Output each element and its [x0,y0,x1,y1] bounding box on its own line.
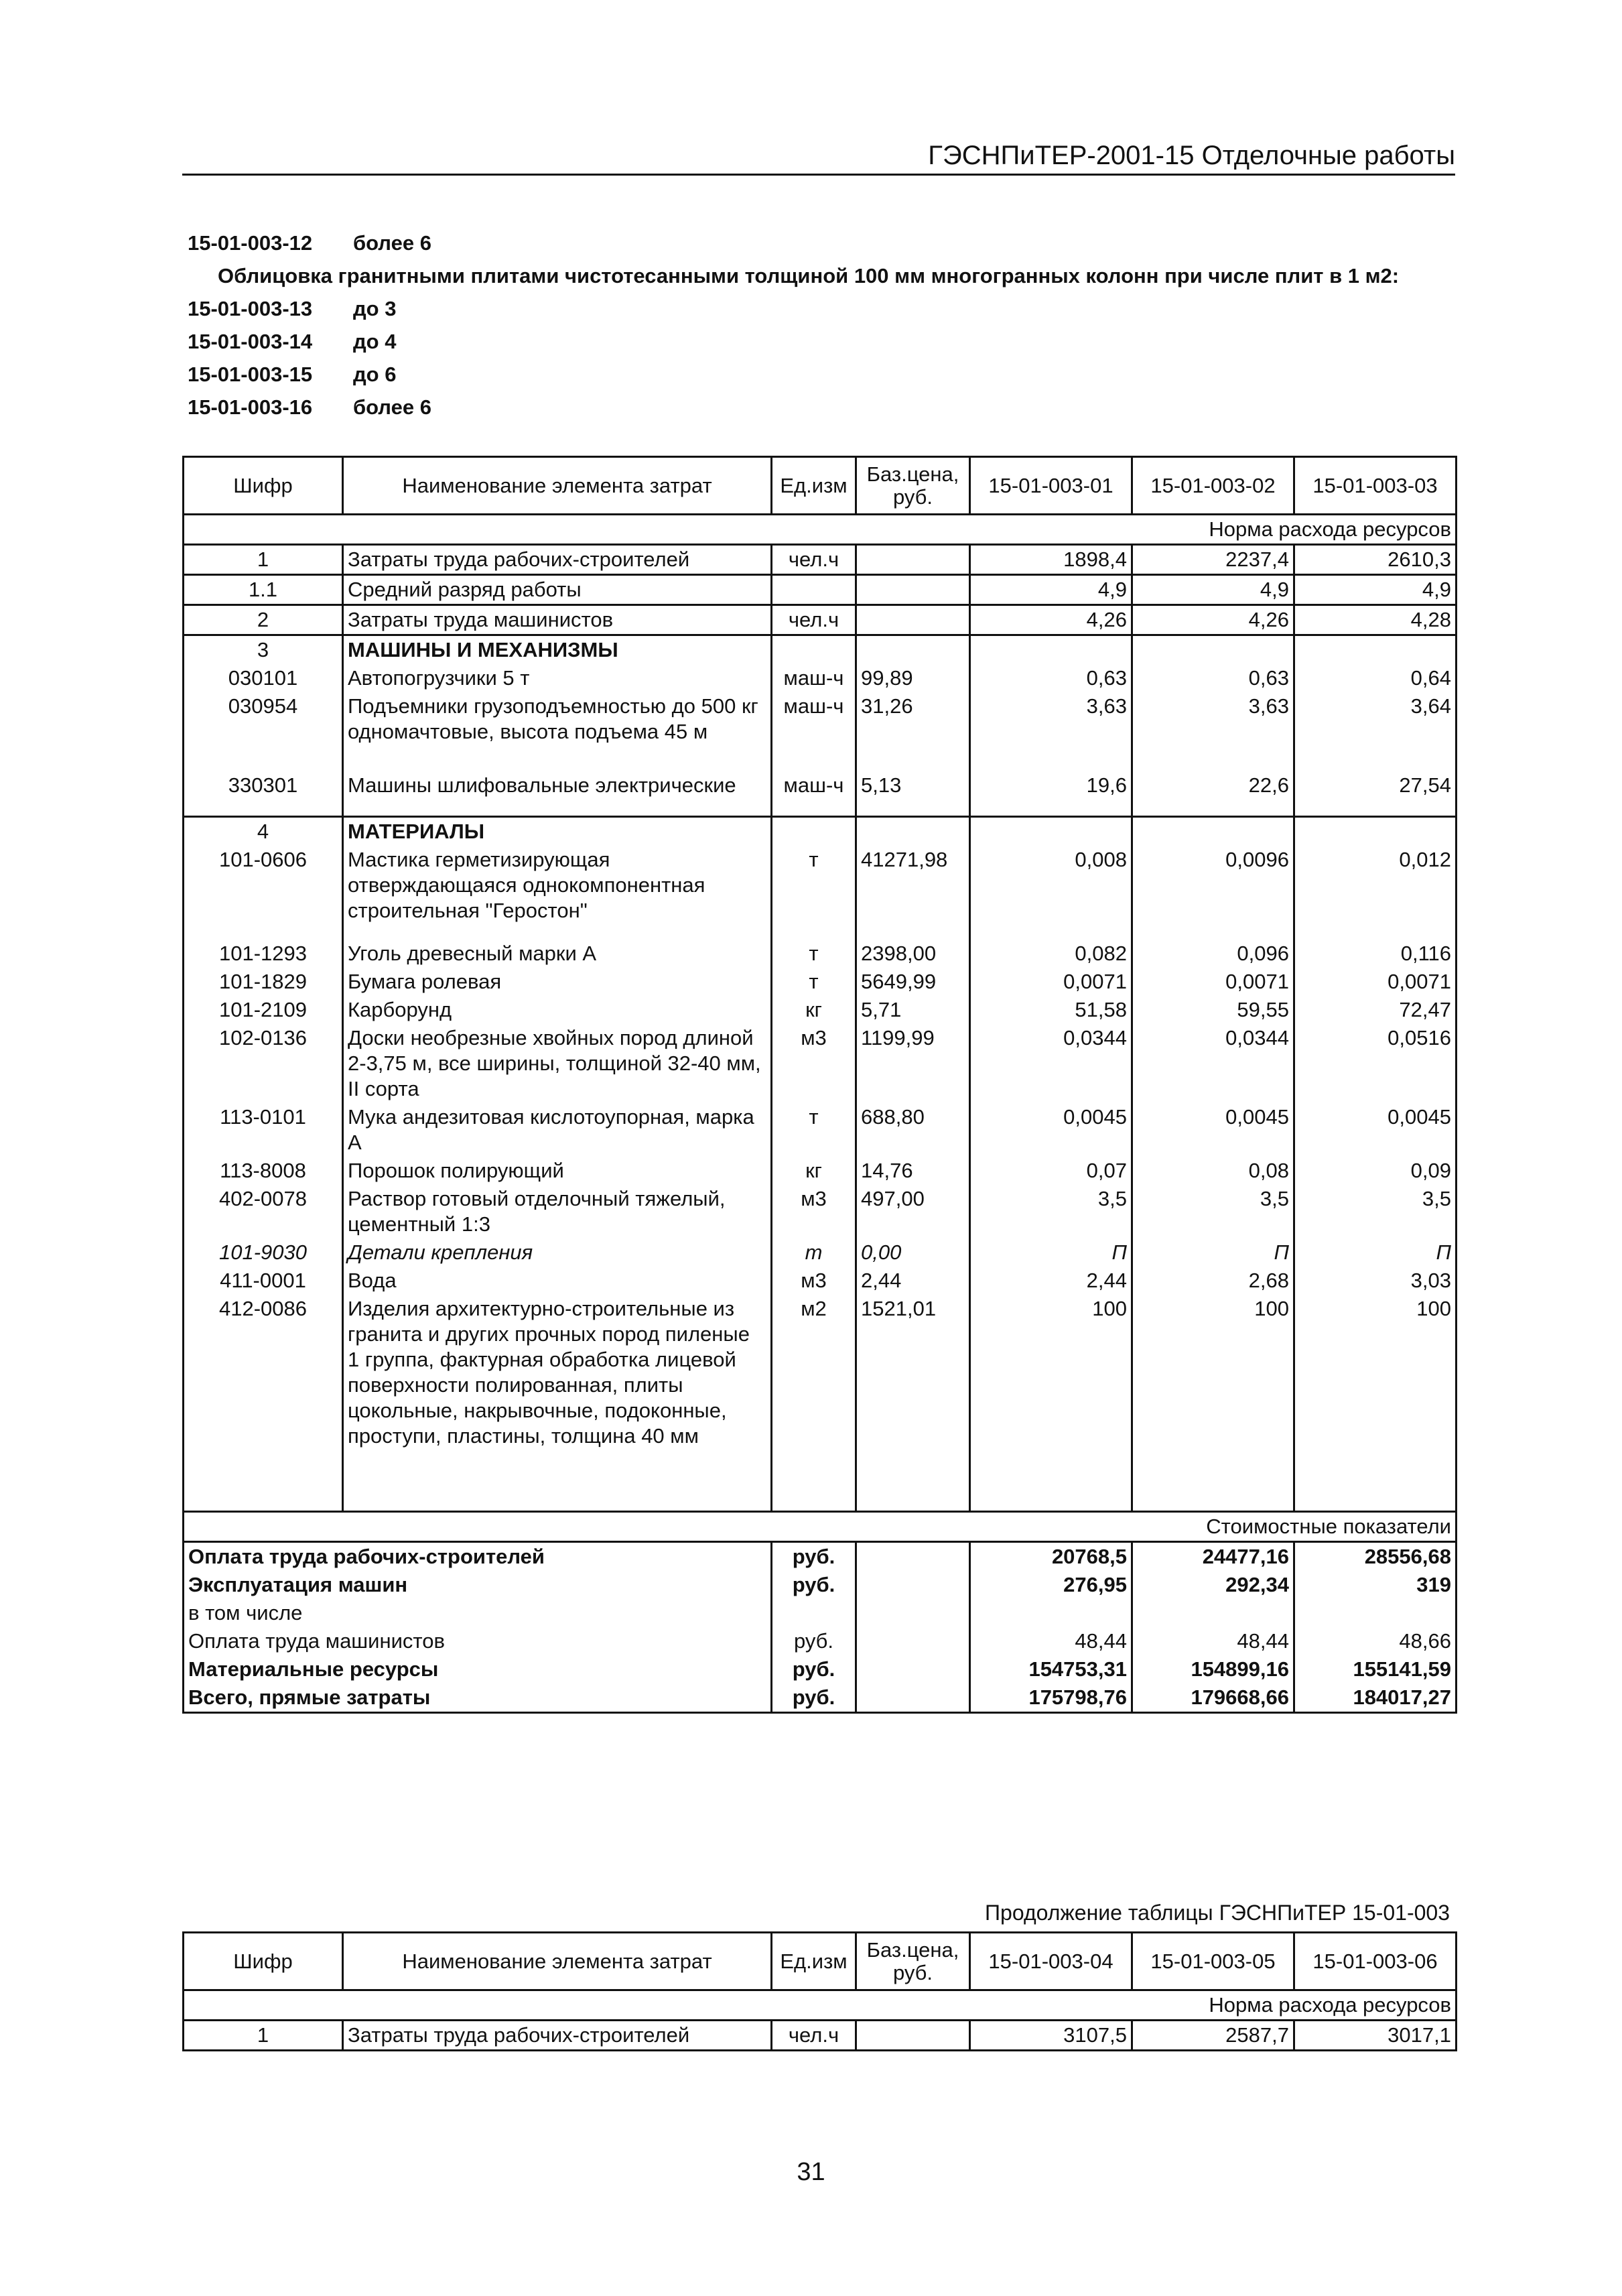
cell-price [856,2021,970,2051]
cell-name: Затраты труда рабочих-строителей [343,2021,772,2051]
cell-shifr: 411-0001 [184,1267,343,1295]
cell-unit: кг [772,996,856,1024]
table-row [184,605,1457,635]
cell-v2: 0,0344 [1132,1024,1294,1103]
cell-price: 497,00 [856,1185,970,1238]
cell-v1: 19,6 [970,746,1132,817]
cell-unit: т [772,968,856,996]
cost-name: Всего, прямые затраты [184,1683,772,1713]
cell-v3: 0,64 [1294,664,1457,692]
cost-v1: 175798,76 [970,1683,1132,1713]
header-col1: 15-01-003-01 [970,457,1132,515]
cell-v3: 2610,3 [1294,545,1457,575]
cell-shifr: 1 [184,545,343,575]
cell-unit [772,817,856,846]
norm-label-row [184,1990,1457,2021]
cell-v2: 2,68 [1132,1267,1294,1295]
cost-v3: 28556,68 [1294,1542,1457,1572]
cell-name: Затраты труда рабочих-строителей [343,545,772,575]
cell-price: 2,44 [856,1267,970,1295]
cell-v2: П [1132,1238,1294,1267]
intro-code: 15-01-003-14 [188,330,313,353]
cell-v3: 27,54 [1294,746,1457,817]
cell-price [856,605,970,635]
cell-v3: 0,116 [1294,940,1457,968]
cell-v2: 100 [1132,1295,1294,1512]
cell-unit: чел.ч [772,605,856,635]
cell-v3: 0,012 [1294,846,1457,940]
table-row [184,575,1457,605]
cell-v1: 0,07 [970,1157,1132,1185]
table-row [184,996,1457,1024]
cell-v1 [970,635,1132,665]
cell-v1: 0,0344 [970,1024,1132,1103]
cost-row [184,1542,1457,1572]
cell-unit: кг [772,1157,856,1185]
cell-v1: 4,26 [970,605,1132,635]
header-name: Наименование элемента затрат [343,457,772,515]
cell-shifr: 2 [184,605,343,635]
cell-name: Мука андезитовая кислотоупорная, марка А [343,1103,772,1157]
table-row [184,846,1457,940]
cost-price [856,1683,970,1713]
cost-v1: 20768,5 [970,1542,1132,1572]
cell-v3: 3017,1 [1294,2021,1457,2051]
continuation-caption: Продолжение таблицы ГЭСНПиТЕР 15-01-003 [985,1901,1450,1925]
cost-row [184,1683,1457,1713]
cell-shifr: 030101 [184,664,343,692]
cell-price: 1521,01 [856,1295,970,1512]
cell-v1: 3,5 [970,1185,1132,1238]
page-header: ГЭСНПиТЕР-2001-15 Отделочные работы [182,141,1455,176]
cell-price [856,575,970,605]
cell-name: Машины шлифовальные электрические [343,746,772,817]
cell-v3: 3,5 [1294,1185,1457,1238]
cell-name: Мастика герметизирующая отверждающаяся однокомпонентная строительная "Геростон" [343,846,772,940]
cost-v1: 276,95 [970,1571,1132,1599]
cell-v1: 3107,5 [970,2021,1132,2051]
cell-v2: 59,55 [1132,996,1294,1024]
intro-text: до 4 [353,330,397,353]
cell-shifr: 330301 [184,746,343,817]
intro-line [188,358,1399,391]
section-row [184,635,1457,665]
cell-unit: т [772,846,856,940]
cost-v3 [1294,1599,1457,1627]
cell-v3 [1294,635,1457,665]
cell-v2: 0,0096 [1132,846,1294,940]
intro-line [188,325,1399,358]
cell-name: Порошок полирующий [343,1157,772,1185]
cell-v1: 3,63 [970,692,1132,746]
header-price: Баз.цена, руб. [856,457,970,515]
cell-v3: 0,0071 [1294,968,1457,996]
cell-v3: 0,09 [1294,1157,1457,1185]
cell-name: Раствор готовый отделочный тяжелый, цементный 1:3 [343,1185,772,1238]
table-row [184,1185,1457,1238]
cost-v3: 184017,27 [1294,1683,1457,1713]
cost-v1 [970,1599,1132,1627]
table-row [184,692,1457,746]
cell-name: Детали крепления [343,1238,772,1267]
cost-v2: 24477,16 [1132,1542,1294,1572]
header-unit: Ед.изм [772,1933,856,1990]
cell-v2: 0,096 [1132,940,1294,968]
intro-line [188,391,1399,424]
cell-v2: 4,26 [1132,605,1294,635]
cell-price: 5649,99 [856,968,970,996]
cell-unit [772,575,856,605]
header-unit: Ед.изм [772,457,856,515]
header-col3: 15-01-003-03 [1294,457,1457,515]
cell-shifr: 102-0136 [184,1024,343,1103]
cell-v2: 0,0071 [1132,968,1294,996]
cell-v3: 100 [1294,1295,1457,1512]
intro-line [188,227,1399,259]
table-row [184,940,1457,968]
cost-v2: 292,34 [1132,1571,1294,1599]
cell-v1: 0,0071 [970,968,1132,996]
cell-unit: м2 [772,1295,856,1512]
cell-v3: 72,47 [1294,996,1457,1024]
cell-v3: 4,9 [1294,575,1457,605]
cell-price: 31,26 [856,692,970,746]
cell-v1: 100 [970,1295,1132,1512]
cell-v1: 51,58 [970,996,1132,1024]
table-row [184,2021,1457,2051]
cell-v2 [1132,635,1294,665]
table-row [184,545,1457,575]
cell-unit: м3 [772,1267,856,1295]
cost-row [184,1599,1457,1627]
cell-shifr: 1 [184,2021,343,2051]
cost-price [856,1655,970,1683]
cost-v1: 48,44 [970,1627,1132,1655]
cell-shifr: 113-0101 [184,1103,343,1157]
header-price: Баз.цена, руб. [856,1933,970,1990]
cell-unit: т [772,940,856,968]
cell-unit: м3 [772,1024,856,1103]
cell-v2: 4,9 [1132,575,1294,605]
cost-v2: 154899,16 [1132,1655,1294,1683]
cost-price [856,1627,970,1655]
cell-v1: 2,44 [970,1267,1132,1295]
cell-price: 2398,00 [856,940,970,968]
cell-shifr: 101-1293 [184,940,343,968]
cell-unit [772,635,856,665]
cell-shifr: 101-0606 [184,846,343,940]
cell-name: Автопогрузчики 5 т [343,664,772,692]
cell-price: 5,71 [856,996,970,1024]
cost-name: Эксплуатация машин [184,1571,772,1599]
cell-v2 [1132,817,1294,846]
table-row [184,1267,1457,1295]
table-row [184,1024,1457,1103]
cost-price [856,1599,970,1627]
cost-price [856,1571,970,1599]
cell-v2: 2237,4 [1132,545,1294,575]
intro-block [188,227,1399,424]
cost-price [856,1542,970,1572]
cell-v2: 0,0045 [1132,1103,1294,1157]
cell-v1: П [970,1238,1132,1267]
intro-description: Облицовка гранитными плитами чистотесанными толщиной 100 мм многогранных колонн при числе плит в 1 м2: [218,264,1400,288]
cost-v3: 155141,59 [1294,1655,1457,1683]
cell-unit: чел.ч [772,2021,856,2051]
norm-label-row [184,515,1457,545]
header-name: Наименование элемента затрат [343,1933,772,1990]
header-col3: 15-01-003-06 [1294,1933,1457,1990]
norm-label: Норма расхода ресурсов [184,1990,1457,2021]
cost-unit: руб. [772,1542,856,1572]
cell-v3: 4,28 [1294,605,1457,635]
cell-unit: маш-ч [772,692,856,746]
cell-v2: 22,6 [1132,746,1294,817]
cell-name: Доски необрезные хвойных пород длиной 2-3,75 м, все ширины, толщиной 32-40 мм, II сорта [343,1024,772,1103]
cost-label-row [184,1512,1457,1542]
cell-v3 [1294,817,1457,846]
cell-v1: 0,0045 [970,1103,1132,1157]
cell-shifr: 101-2109 [184,996,343,1024]
cell-price: 5,13 [856,746,970,817]
cost-unit: руб. [772,1627,856,1655]
cost-row [184,1571,1457,1599]
cell-unit: т [772,1103,856,1157]
section-row [184,817,1457,846]
cell-price [856,817,970,846]
intro-code: 15-01-003-13 [188,297,313,320]
intro-text: до 3 [353,297,397,320]
cell-price: 1199,99 [856,1024,970,1103]
cost-name: Оплата труда рабочих-строителей [184,1542,772,1572]
cell-price: 688,80 [856,1103,970,1157]
cell-name: Средний разряд работы [343,575,772,605]
cell-v1: 0,63 [970,664,1132,692]
continuation-table [182,1931,1457,2051]
cell-name: Карборунд [343,996,772,1024]
intro-text: более 6 [353,395,431,419]
intro-text: до 6 [353,363,397,386]
header-shifr: Шифр [184,1933,343,1990]
cell-price: 99,89 [856,664,970,692]
cell-v1: 4,9 [970,575,1132,605]
resource-table [182,456,1457,1714]
cell-unit: маш-ч [772,746,856,817]
cell-shifr: 3 [184,635,343,665]
cell-v2: 0,08 [1132,1157,1294,1185]
section-title: МАТЕРИАЛЫ [343,817,772,846]
cost-unit: руб. [772,1571,856,1599]
cell-shifr: 412-0086 [184,1295,343,1512]
cell-shifr: 113-8008 [184,1157,343,1185]
intro-code: 15-01-003-15 [188,363,313,386]
cell-v3: 3,64 [1294,692,1457,746]
cell-v2: 3,5 [1132,1185,1294,1238]
intro-line [188,292,1399,325]
cell-price: 14,76 [856,1157,970,1185]
intro-code: 15-01-003-12 [188,231,313,255]
table-row [184,664,1457,692]
cell-unit: м3 [772,1185,856,1238]
table-row [184,968,1457,996]
cost-v3: 48,66 [1294,1627,1457,1655]
table-header-row [184,1933,1457,1990]
cell-price: 0,00 [856,1238,970,1267]
cell-shifr: 1.1 [184,575,343,605]
cell-name: Изделия архитектурно-строительные из гранита и других прочных пород пиленые 1 группа, фактурная обработка лицевой поверхности полированная, плиты цокольные, накрывочные, подоконные, проступи, пластины, толщина 40 мм [343,1295,772,1512]
cell-shifr: 402-0078 [184,1185,343,1238]
cell-shifr: 101-1829 [184,968,343,996]
cost-v2: 48,44 [1132,1627,1294,1655]
cell-v1: 0,082 [970,940,1132,968]
table-row [184,1238,1457,1267]
cell-v3: 0,0516 [1294,1024,1457,1103]
cell-v3: 3,03 [1294,1267,1457,1295]
header-shifr: Шифр [184,457,343,515]
section-title: МАШИНЫ И МЕХАНИЗМЫ [343,635,772,665]
cost-v1: 154753,31 [970,1655,1132,1683]
table-header-row [184,457,1457,515]
intro-code: 15-01-003-16 [188,395,313,419]
cell-name: Уголь древесный марки А [343,940,772,968]
cell-v1: 1898,4 [970,545,1132,575]
cost-unit: руб. [772,1683,856,1713]
cell-v3: 0,0045 [1294,1103,1457,1157]
norm-label: Норма расхода ресурсов [184,515,1457,545]
header-col2: 15-01-003-02 [1132,457,1294,515]
cost-row [184,1627,1457,1655]
cell-price: 41271,98 [856,846,970,940]
cell-shifr: 030954 [184,692,343,746]
table-row [184,1103,1457,1157]
cost-label: Стоимостные показатели [184,1512,1457,1542]
cell-v2: 2587,7 [1132,2021,1294,2051]
cell-unit: т [772,1238,856,1267]
table-row [184,1157,1457,1185]
table-row [184,746,1457,817]
cost-unit [772,1599,856,1627]
cell-name: Вода [343,1267,772,1295]
intro-text: более 6 [353,231,431,255]
cost-v2 [1132,1599,1294,1627]
page-number: 31 [797,2158,825,2186]
cell-v2: 3,63 [1132,692,1294,746]
cell-price [856,635,970,665]
header-col2: 15-01-003-05 [1132,1933,1294,1990]
cost-name: в том числе [184,1599,772,1627]
cell-v1: 0,008 [970,846,1132,940]
cost-unit: руб. [772,1655,856,1683]
table-row [184,1295,1457,1512]
cell-name: Бумага ролевая [343,968,772,996]
cost-v3: 319 [1294,1571,1457,1599]
cost-v2: 179668,66 [1132,1683,1294,1713]
cell-v2: 0,63 [1132,664,1294,692]
cell-shifr: 101-9030 [184,1238,343,1267]
cost-row [184,1655,1457,1683]
cell-unit: чел.ч [772,545,856,575]
cell-price [856,545,970,575]
cell-name: Затраты труда машинистов [343,605,772,635]
cost-name: Оплата труда машинистов [184,1627,772,1655]
cell-v3: П [1294,1238,1457,1267]
cell-unit: маш-ч [772,664,856,692]
cell-name: Подъемники грузоподъемностью до 500 кг одномачтовые, высота подъема 45 м [343,692,772,746]
header-col1: 15-01-003-04 [970,1933,1132,1990]
cost-name: Материальные ресурсы [184,1655,772,1683]
cell-shifr: 4 [184,817,343,846]
cell-v1 [970,817,1132,846]
